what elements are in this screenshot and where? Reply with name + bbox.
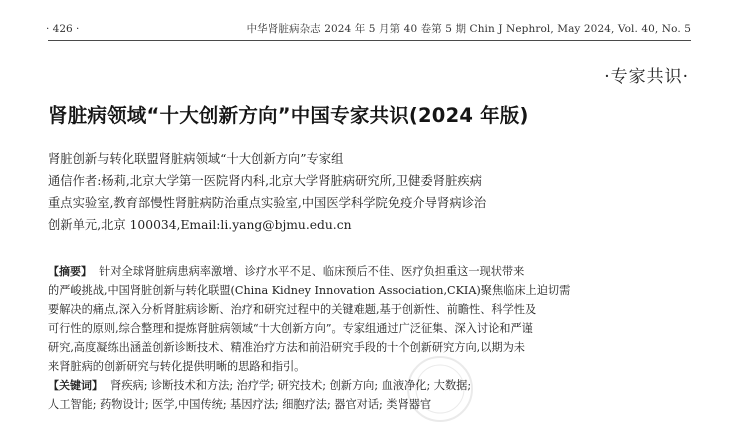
author-group: 肾脏创新与转化联盟肾脏病领域“十大创新方向”专家组: [48, 152, 344, 166]
keywords: [48, 376, 698, 414]
author-block: [48, 148, 698, 236]
abstract-line: 的严峻挑战,中国肾脏创新与转化联盟(China Kidney Innovation Association,CKIA)聚焦临床上迫切需: [48, 284, 571, 297]
abstract-line: 来肾脏病的创新研究与转化提供明晰的思路和指引。: [48, 360, 306, 373]
correspondence-line: 通信作者:杨莉,北京大学第一医院肾内科,北京大学肾脏病研究所,卫健委肾脏疾病: [48, 174, 482, 188]
abstract-line: 针对全球肾脏病患病率激增、诊疗水平不足、临床预后不佳、医疗负担重这一现状带来: [99, 265, 525, 278]
abstract-line: 研究,高度凝练出涵盖创新诊断技术、精准治疗方法和前沿研究手段的十个创新研究方向,以期为未: [48, 341, 525, 354]
column-heading: ·专家共识·: [604, 67, 689, 87]
abstract: [48, 262, 693, 376]
abstract-line: 可行性的原则,综合整理和提炼肾脏病领域“十大创新方向”。专家组通过广泛征集、深入讨论和严谨: [48, 322, 533, 335]
header-rule: [48, 40, 691, 41]
page-number: · 426 ·: [46, 23, 80, 35]
keywords-line: 肾疾病; 诊断技术和方法; 治疗学; 研究技术; 创新方向; 血液净化; 大数据;: [110, 379, 472, 392]
correspondence-line: 创新单元,北京 100034,Email:li.yang@bjmu.edu.cn: [48, 218, 352, 232]
abstract-line: 要解决的痛点,深入分析肾脏病诊断、治疗和研究过程中的关键难题,基于创新性、前瞻性、科学性及: [48, 303, 537, 316]
keywords-line: 人工智能; 药物设计; 医学,中国传统; 基因疗法; 细胞疗法; 器官对话; 类肾器官: [48, 398, 432, 411]
keywords-label: 【关键词】: [48, 379, 103, 392]
watermark-seal: [395, 354, 485, 424]
running-header: [0, 20, 747, 38]
correspondence-line: 重点实验室,教育部慢性肾脏病防治重点实验室,中国医学科学院免疫介导肾病诊治: [48, 196, 487, 210]
journal-citation: 中华肾脏病杂志 2024 年 5 月第 40 卷第 5 期 Chin J Nephrol, May 2024, Vol. 40, No. 5: [246, 23, 691, 35]
abstract-label: 【摘要】: [48, 265, 92, 278]
article-title: 肾脏病领域“十大创新方向”中国专家共识(2024 年版): [48, 104, 529, 127]
